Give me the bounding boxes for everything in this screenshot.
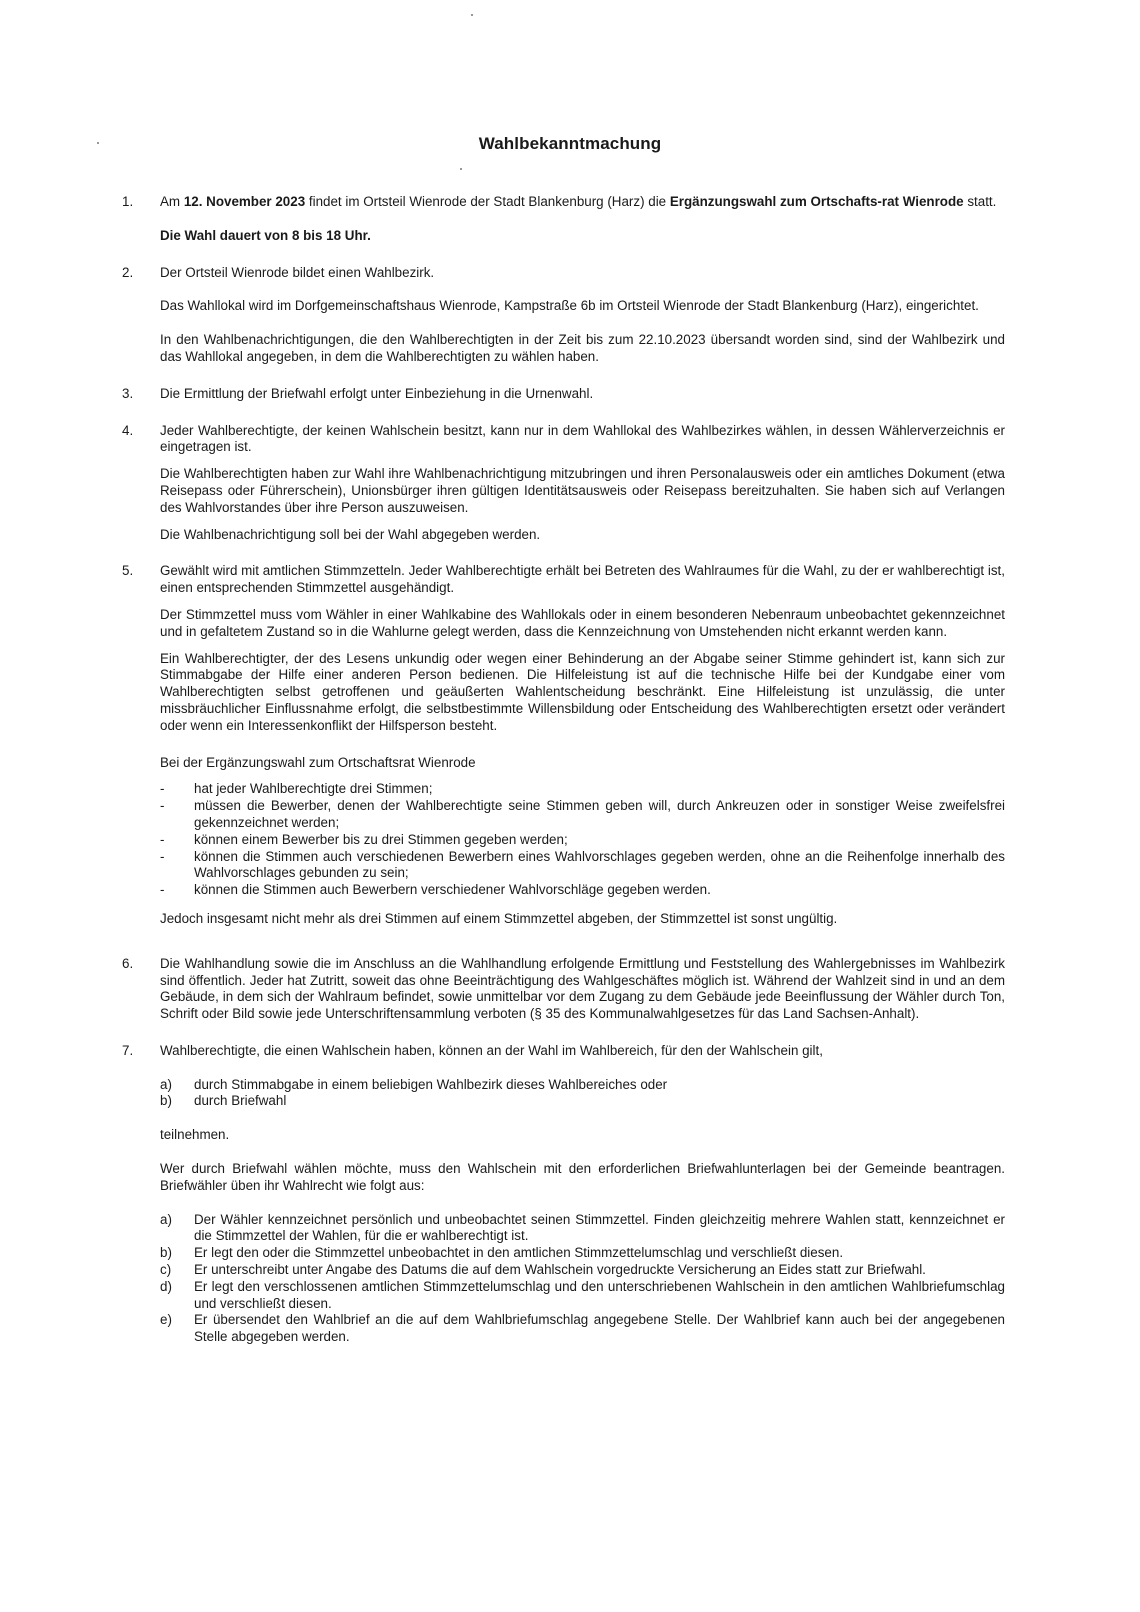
list-item [160, 1077, 1005, 1094]
section-2-paragraph-3: In den Wahlbenachrichtigungen, die den Wahlberechtigten in der Zeit bis zum 22.10.2023 übersandt worden sind, sind der Wahlbezirk und das Wahllokal angegeben, in dem die Wahlberechtigten zu wählen haben. [160, 332, 1005, 364]
section-1 [120, 194, 1005, 245]
dash-marker: - [160, 848, 165, 864]
list-item [160, 798, 1005, 832]
list-item-text: können einem Bewerber bis zu drei Stimmen gegeben werden; [194, 831, 568, 847]
scan-speck [460, 168, 462, 170]
text: Am [160, 194, 184, 209]
list-marker: b) [160, 1245, 172, 1261]
postal-vote-steps-list [160, 1212, 1005, 1346]
list-item-text: können die Stimmen auch Bewerbern verschiedener Wahlvorschläge gegeben werden. [194, 882, 711, 898]
section-5-paragraph-2: Der Stimmzettel muss vom Wähler in einer Wahlkabine des Wahllokals oder in einem besonderen Nebenraum unbeobachtet gekennzeichnet und in gefaltetem Zustand so in die Wahlurne gelegt werden, dass die Kennzeichnung von Umstehenden nicht erkannt werden kann. [160, 606, 1005, 639]
list-item-text: können die Stimmen auch verschiedenen Bewerbern eines Wahlvorschlages gegeben werden, ohne an die Reihenfolge innerhalb des Wahlvorschlages gebunden zu sein; [194, 848, 1005, 881]
list-item-text: hat jeder Wahlberechtigte drei Stimmen; [194, 781, 433, 797]
section-2-paragraph-1: Der Ortsteil Wienrode bildet einen Wahlbezirk. [160, 264, 435, 280]
voting-hours-text: Die Wahl dauert von 8 bis 18 Uhr. [160, 227, 371, 243]
list-marker: e) [160, 1312, 172, 1328]
list-item [160, 882, 1005, 899]
list-marker: c) [160, 1262, 172, 1278]
section-5-paragraph-1: Gewählt wird mit amtlichen Stimmzetteln. Jeder Wahlberechtigte erhält bei Betreten des Wahlraumes für die Wahl, zu der er wahlberechtigt ist, einen entsprechenden Stimmzettel ausgehändigt. [160, 563, 1005, 596]
dash-marker: - [160, 882, 165, 898]
section-7-paragraph-1: Wahlberechtigte, die einen Wahlschein haben, können an der Wahl im Wahlbereich, für den der Wahlschein gilt, [160, 1042, 823, 1058]
list-item [160, 1279, 1005, 1313]
section-6 [120, 956, 1005, 1023]
section-number: 5. [122, 563, 134, 579]
section-7 [120, 1043, 1005, 1346]
document-title: Wahlbekanntmachung [478, 134, 662, 153]
text: findet im Ortsteil Wienrode der Stadt Blankenburg (Harz) die [305, 194, 670, 209]
section-3-paragraph-1: Die Ermittlung der Briefwahl erfolgt unter Einbeziehung in die Urnenwahl. [160, 385, 594, 401]
list-item [160, 849, 1005, 883]
section-4 [120, 423, 1005, 544]
section-1-paragraph-1 [160, 194, 1005, 211]
list-marker: a) [160, 1076, 172, 1092]
section-5-paragraph-5: Jedoch insgesamt nicht mehr als drei Stimmen auf einem Stimmzettel abgeben, der Stimmzettel ist sonst ungültig. [160, 910, 838, 926]
list-item [160, 832, 1005, 849]
election-name: Ergänzungswahl zum Ortschafts-rat Wienrode [669, 194, 964, 209]
list-item-text: Er legt den oder die Stimmzettel unbeobachtet in den amtlichen Stimmzettelumschlag und verschließt diesen. [194, 1245, 844, 1261]
list-marker: b) [160, 1093, 172, 1109]
section-3 [120, 386, 1005, 403]
voting-hours [160, 228, 1005, 245]
scan-speck [471, 14, 473, 16]
list-item [160, 1312, 1005, 1346]
dash-marker: - [160, 831, 165, 847]
list-item-text: Er übersendet den Wahlbrief an die auf dem Wahlbriefumschlag angegebene Stelle. Der Wahlbrief kann auch bei der angegebenen Stelle abgegeben werden. [194, 1312, 1005, 1345]
list-item [160, 1262, 1005, 1279]
dash-marker: - [160, 781, 165, 797]
list-marker: d) [160, 1278, 172, 1294]
list-item-text: Er legt den verschlossenen amtlichen Stimmzettelumschlag und den unterschriebenen Wahlschein in den amtlichen Wahlbriefumschlag und verschließt diesen. [194, 1278, 1005, 1311]
participation-options-list [160, 1077, 1005, 1111]
list-marker: a) [160, 1211, 172, 1227]
section-4-paragraph-3: Die Wahlbenachrichtigung soll bei der Wahl abgegeben werden. [160, 526, 541, 542]
list-item-text: durch Briefwahl [194, 1093, 287, 1109]
list-item-text: Er unterschreibt unter Angabe des Datums die auf dem Wahlschein vorgedruckte Versicherung an Eides statt zur Briefwahl. [194, 1262, 926, 1278]
section-5 [120, 563, 1005, 927]
section-2 [120, 265, 1005, 366]
list-item-text: müssen die Bewerber, denen der Wahlberechtigte seine Stimmen geben will, durch Ankreuzen oder in sonstiger Weise zweifelsfrei gekennzeichnet werden; [194, 798, 1005, 830]
section-number: 6. [122, 955, 134, 971]
dash-marker: - [160, 798, 165, 814]
section-4-paragraph-1: Jeder Wahlberechtigte, der keinen Wahlschein besitzt, kann nur in dem Wahllokal des Wahlbezirkes wählen, in dessen Wählerverzeichnis er eingetragen ist. [160, 422, 1005, 455]
election-date: 12. November 2023 [183, 194, 306, 209]
list-item-text: durch Stimmabgabe in einem beliebigen Wahlbezirk dieses Wahlbereiches oder [194, 1076, 668, 1092]
section-2-paragraph-2: Das Wahllokal wird im Dorfgemeinschaftshaus Wienrode, Kampstraße 6b im Ortsteil Wienrode der Stadt Blankenburg (Harz), eingerichtet. [160, 298, 979, 314]
voting-rules-list [160, 781, 1005, 899]
text: statt. [963, 194, 997, 209]
document-body [120, 194, 1005, 1346]
section-number: 2. [122, 264, 134, 280]
section-7-paragraph-2: teilnehmen. [160, 1127, 230, 1143]
section-number: 7. [122, 1042, 134, 1058]
list-item [160, 781, 1005, 798]
section-7-paragraph-3: Wer durch Briefwahl wählen möchte, muss den Wahlschein mit den erforderlichen Briefwahlunterlagen bei der Gemeinde beantragen. Briefwähler üben ihr Wahlrecht wie folgt aus: [160, 1161, 1005, 1193]
section-5-paragraph-3: Ein Wahlberechtigter, der des Lesens unkundig oder wegen einer Behinderung an der Abgabe seiner Stimme gehindert ist, kann sich zur Stimmabgabe der Hilfe einer anderen Person bedienen. Die Hilfeleistung ist auf die technische Hilfe bei der Kundgabe einer vom Wahlberechtigten selbst getroffenen und geäußerten Wahlentscheidung beschränkt. Eine Hilfeleistung ist unzulässig, die unter missbräuchlicher Einflussnahme erfolgt, die selbstbestimmte Willensbildung oder Entscheidung des Wahlberechtigten ersetzt oder verändert oder wenn ein Interessenkonflikt der Hilfsperson besteht. [160, 650, 1005, 733]
section-6-paragraph-1: Die Wahlhandlung sowie die im Anschluss an die Wahlhandlung erfolgende Ermittlung und Feststellung des Wahlergebnisses im Wahlbezirk sind öffentlich. Jeder hat Zutritt, soweit das ohne Beeinträchtigung des Wahlgeschäftes möglich ist. Während der Wahlzeit sind in und an dem Gebäude, in dem sich der Wahlraum befindet, sowie unmittelbar vor dem Zugang zu dem Gebäude jede Beeinflussung der Wähler durch Ton, Schrift oder Bild sowie jede Unterschriftensammlung verboten (§ 35 des Kommunalwahlgesetzes für das Land Sachsen-Anhalt). [160, 955, 1005, 1022]
list-item [160, 1212, 1005, 1246]
section-5-paragraph-4: Bei der Ergänzungswahl zum Ortschaftsrat Wienrode [160, 754, 476, 770]
section-4-paragraph-2: Die Wahlberechtigten haben zur Wahl ihre Wahlbenachrichtigung mitzubringen und ihren Personalausweis oder ein amtliches Dokument (etwa Reisepass oder Führerschein), Unionsbürger ihren gültigen Identitätsausweis oder Reisepass bereitzuhalten. Sie haben sich auf Verlangen des Wahlvorstandes über ihre Person auszuweisen. [160, 466, 1005, 515]
section-number: 4. [122, 422, 134, 438]
list-item-text: Der Wähler kennzeichnet persönlich und unbeobachtet seinen Stimmzettel. Finden gleichzeitig mehrere Wahlen statt, kennzeichnet er die Stimmzettel der Wahlen, für die er wahlberechtigt ist. [194, 1211, 1005, 1244]
section-number: 1. [122, 194, 134, 209]
section-number: 3. [122, 385, 134, 401]
list-item [160, 1093, 1005, 1110]
list-item [160, 1245, 1005, 1262]
